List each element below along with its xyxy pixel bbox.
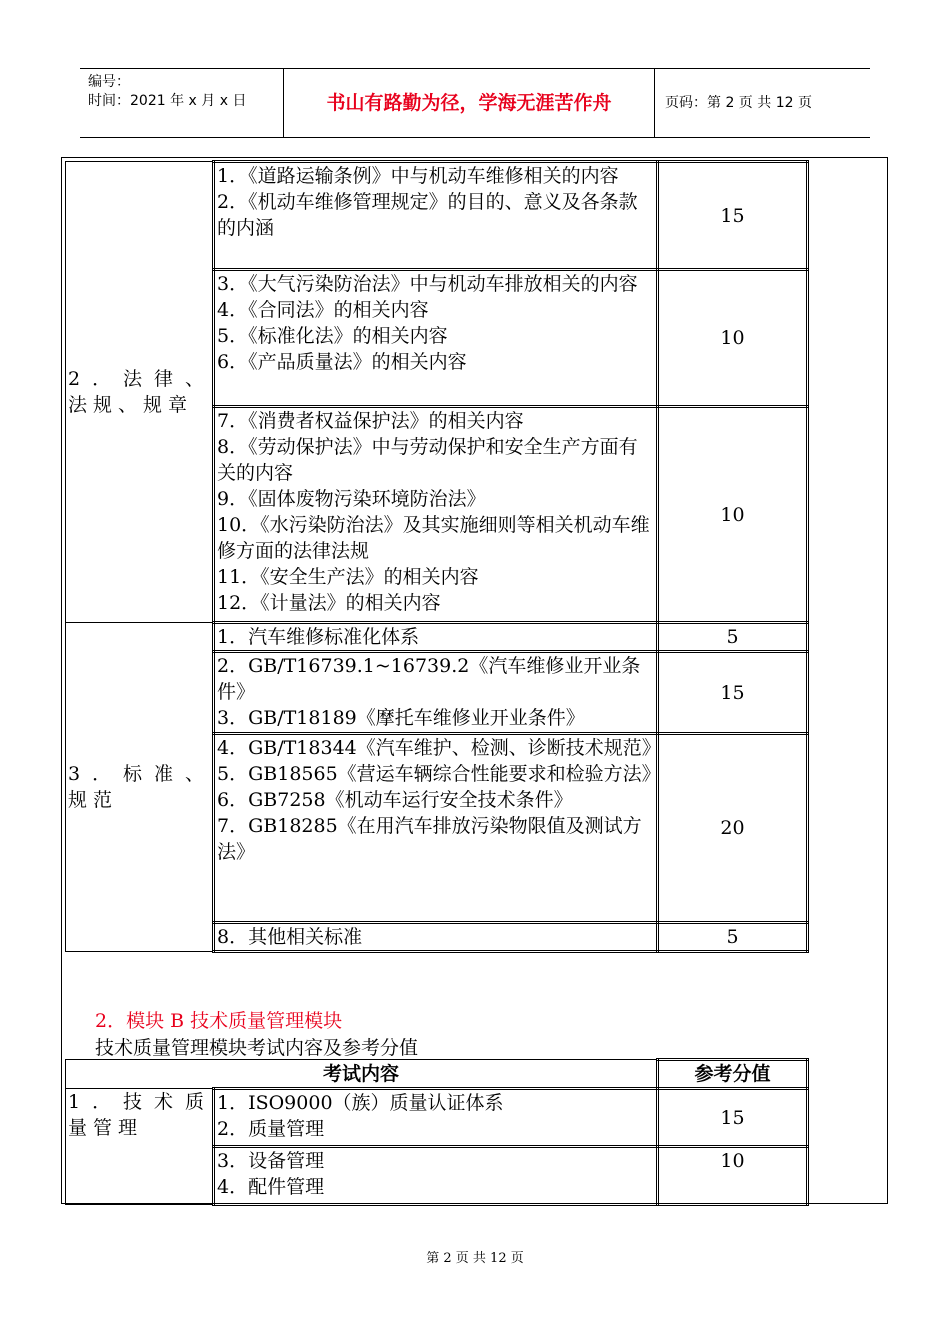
standards-score-2: 15 (658, 652, 808, 734)
standards-group-4: 8．其他相关标准 (214, 923, 658, 952)
page-footer: 第 2 页 共 12 页 (426, 1251, 524, 1266)
quality-score-1: 15 (658, 1089, 808, 1147)
standards-score-1: 5 (658, 623, 808, 652)
time-label: 时间：2021 年 x 月 x 日 (88, 93, 247, 109)
col-header-content: 考试内容 (66, 1060, 658, 1089)
legal-standards-table (65, 160, 809, 953)
page-header (80, 68, 870, 138)
legal-score-2: 10 (658, 270, 808, 407)
standards-group-1: 1．汽车维修标准化体系 (214, 623, 658, 652)
standards-score-3: 20 (658, 734, 808, 923)
legal-score-3: 10 (658, 407, 808, 623)
standards-group-3: 4．GB/T18344《汽车维护、检测、诊断技术规范》 5．GB18565《营运车辆综合性能要求和检验方法》 6．GB7258《机动车运行安全技术条件》 7．GB18285《在用汽车排放污染物限值及测试方法》 (214, 734, 658, 923)
legal-group-3: 7．《消费者权益保护法》的相关内容 8．《劳动保护法》中与劳动保护和安全生产方面有关的内容 9．《固体废物污染环境防治法》 10．《水污染防治法》及其实施细则等相关机动车维修方面的法律法规 11．《安全生产法》的相关内容 12．《计量法》的相关内容 (214, 407, 658, 623)
quality-management-table (65, 1058, 809, 1206)
quality-group-1: 1．ISO9000（族）质量认证体系 2．质量管理 (214, 1089, 658, 1147)
module-b-title: 2．模块 B 技术质量管理模块 (95, 1010, 343, 1032)
header-motto: 书山有路勤为径，学海无涯苦作舟 (283, 69, 655, 137)
standards-category: 3．标准、规范 (66, 623, 214, 952)
standards-group-2: 2．GB/T16739.1~16739.2《汽车维修业开业条件》 3．GB/T18189《摩托车维修业开业条件》 (214, 652, 658, 734)
legal-group-1: 1．《道路运输条例》中与机动车维修相关的内容 2．《机动车维修管理规定》的目的、意义及各条款的内涵 (214, 162, 658, 270)
module-b-subtitle: 技术质量管理模块考试内容及参考分值 (95, 1037, 419, 1059)
header-page-info: 页码：第 2 页 共 12 页 (665, 95, 812, 111)
number-label: 编号： (88, 74, 130, 90)
header-meta (88, 73, 278, 111)
quality-score-2: 10 (658, 1147, 808, 1205)
legal-category: 2．法律、法规、规章 (66, 162, 214, 623)
col-header-score: 参考分值 (658, 1060, 808, 1089)
quality-category: 1．技术质量管理 (66, 1089, 214, 1205)
quality-group-2: 3．设备管理 4．配件管理 (214, 1147, 658, 1205)
legal-score-1: 15 (658, 162, 808, 270)
standards-score-4: 5 (658, 923, 808, 952)
legal-group-2: 3．《大气污染防治法》中与机动车排放相关的内容 4．《合同法》的相关内容 5．《标准化法》的相关内容 6．《产品质量法》的相关内容 (214, 270, 658, 407)
